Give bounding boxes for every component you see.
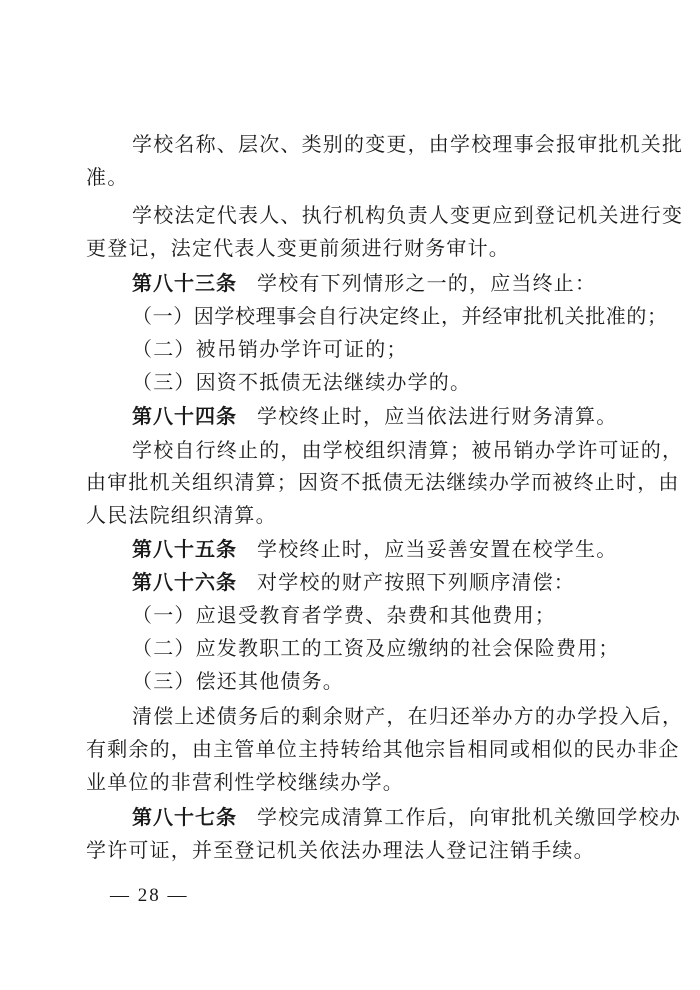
article-heading: 第八十五条 (132, 537, 237, 561)
text-line: 更登记，法定代表人变更前须进行财务审计。 (86, 236, 510, 260)
article-heading: 第八十六条 (132, 570, 237, 594)
article-text: 学校完成清算工作后，向审批机关缴回学校办 (257, 805, 681, 829)
page-number: — 28 — (110, 885, 189, 906)
article-heading: 第八十七条 (132, 805, 237, 829)
list-item: （一）应退受教育者学费、杂费和其他费用； (132, 603, 556, 627)
text-line: 学校自行终止的，由学校组织清算；被吊销办学许可证的， (132, 438, 684, 462)
article-paragraph (132, 569, 575, 595)
list-item: （一）因学校理事会自行决定终止，并经审批机关批准的； (132, 304, 668, 328)
list-item: （三）偿还其他债务。 (132, 669, 344, 693)
text-line: 有剩余的，由主管单位主持转给其他宗旨相同或相似的民办非企 (86, 737, 680, 761)
article-heading: 第八十三条 (132, 271, 237, 295)
text-line: 由审批机关组织清算；因资不抵债无法继续办学而被终止时，由 (86, 470, 680, 494)
article-text: 学校有下列情形之一的，应当终止： (257, 271, 597, 295)
text-line: 清偿上述债务后的剩余财产，在归还举办方的办学投入后， (132, 704, 684, 728)
text-line: 学校名称、层次、类别的变更，由学校理事会报审批机关批 (132, 132, 684, 156)
text-line: 人民法院组织清算。 (86, 503, 277, 527)
text-line: 业单位的非营利性学校继续办学。 (86, 770, 404, 794)
text-line: 准。 (86, 165, 129, 189)
article-text: 学校终止时，应当妥善安置在校学生。 (257, 537, 618, 561)
list-item: （三）因资不抵债无法继续办学的。 (132, 370, 472, 394)
article-paragraph (132, 403, 617, 429)
list-item: （二）被吊销办学许可证的； (132, 337, 408, 361)
text-line: 学许可证，并至登记机关依法办理法人登记注销手续。 (86, 838, 595, 862)
article-text: 学校终止时，应当依法进行财务清算。 (257, 404, 618, 428)
article-paragraph (132, 804, 681, 830)
article-text: 对学校的财产按照下列顺序清偿： (257, 570, 575, 594)
article-paragraph (132, 536, 617, 562)
article-heading: 第八十四条 (132, 404, 237, 428)
text-line: 学校法定代表人、执行机构负责人变更应到登记机关进行变 (132, 203, 684, 227)
list-item: （二）应发教职工的工资及应缴纳的社会保险费用； (132, 636, 620, 660)
article-paragraph (132, 270, 596, 296)
